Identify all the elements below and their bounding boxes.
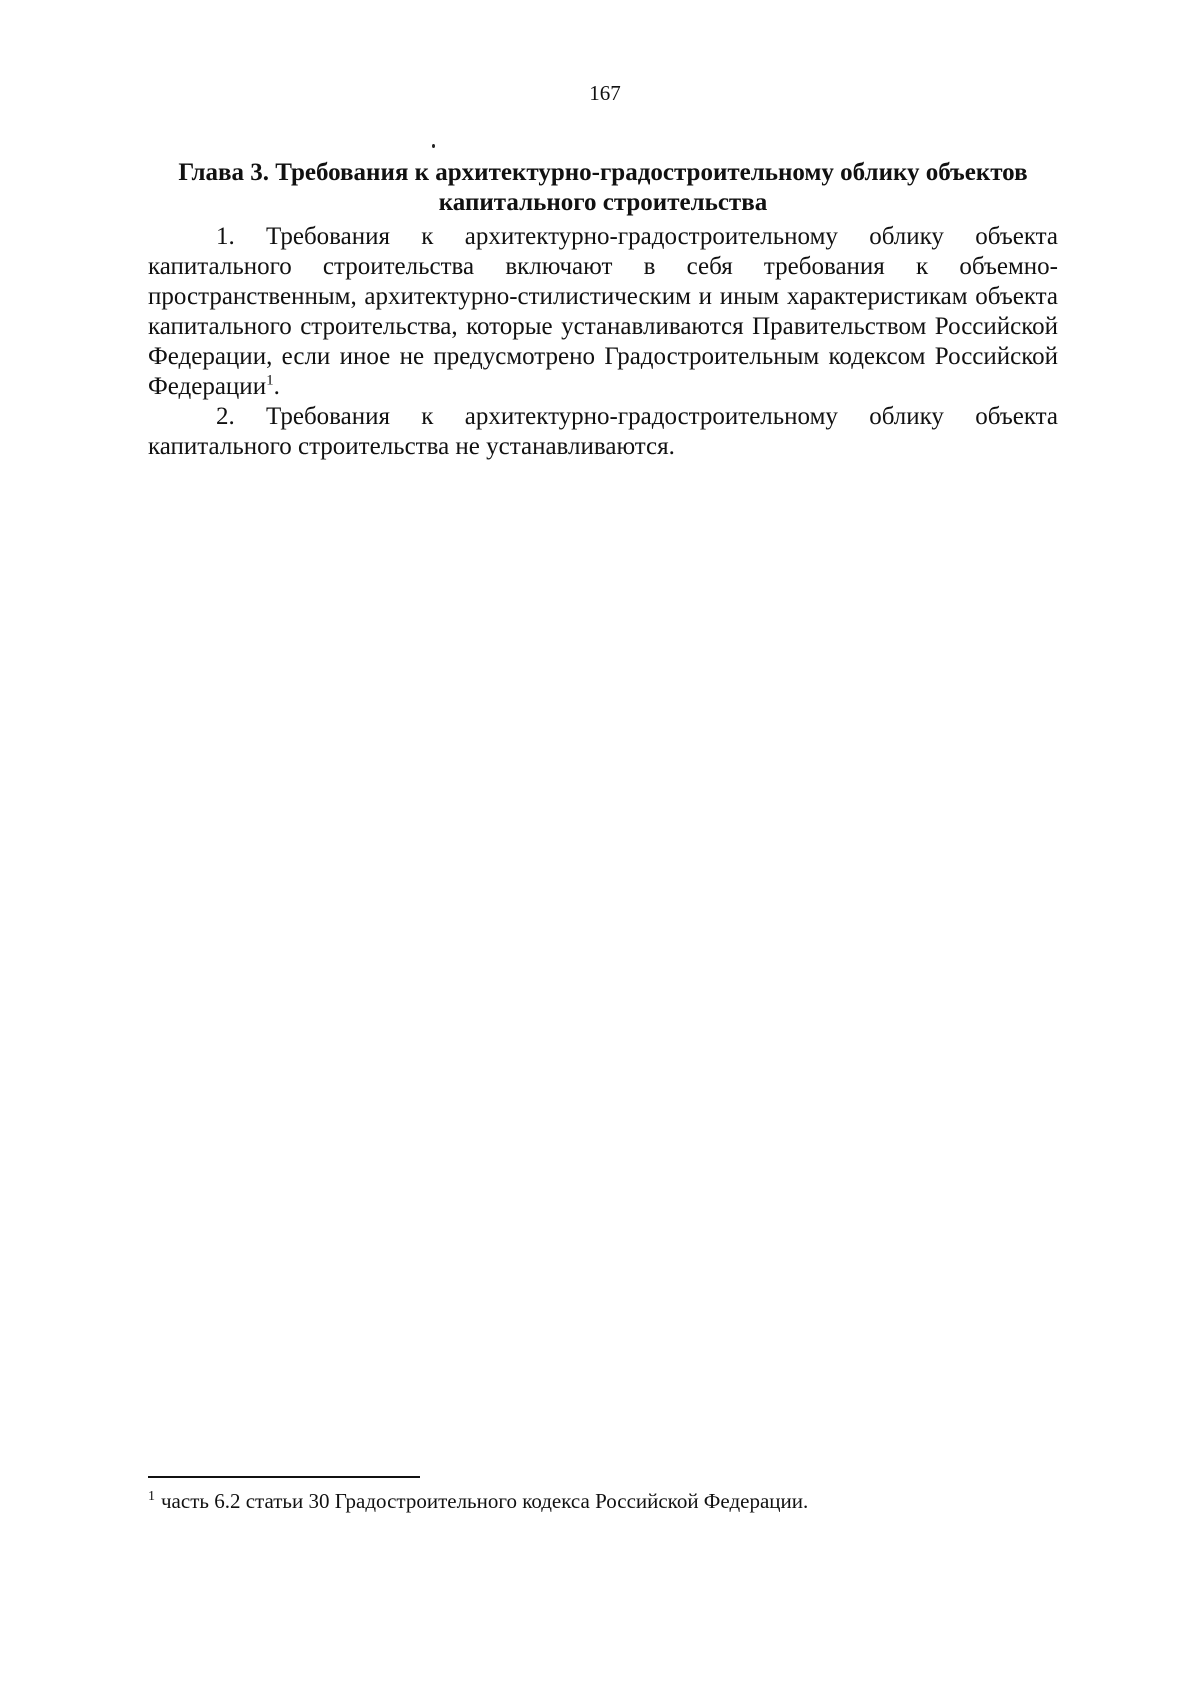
paragraph-1	[148, 222, 1058, 402]
footnote	[148, 1487, 1058, 1515]
chapter-heading: Глава 3. Требования к архитектурно-градостроительному облику объектов капитального строительства	[178, 159, 1028, 216]
footnote-mark: 1	[148, 1489, 155, 1504]
page-number: 167	[589, 81, 621, 105]
scan-speck	[432, 144, 435, 148]
footnote-separator	[148, 1476, 420, 1478]
paragraph-2-text: 2. Требования к архитектурно-градостроительному облику объекта капитального строительства не устанавливаются.	[148, 403, 1058, 460]
chapter-body	[148, 222, 1058, 462]
paragraph-1-end: .	[273, 373, 280, 400]
footnote-reference[interactable]: 1	[266, 372, 274, 389]
paragraph-2	[148, 402, 1058, 462]
footnote-text: часть 6.2 статьи 30 Градостроительного кодекса Российской Федерации.	[161, 1489, 809, 1513]
paragraph-1-text: 1. Требования к архитектурно-градостроительному облику объекта капитального строительства включают в себя требования к объемно-пространственным, архитектурно-стилистическим и иным характеристикам объекта капитального строительства, которые устанавливаются Правительством Российской Федерации, если иное не предусмотрено Градостроительным кодексом Российской Федерации	[148, 223, 1058, 400]
